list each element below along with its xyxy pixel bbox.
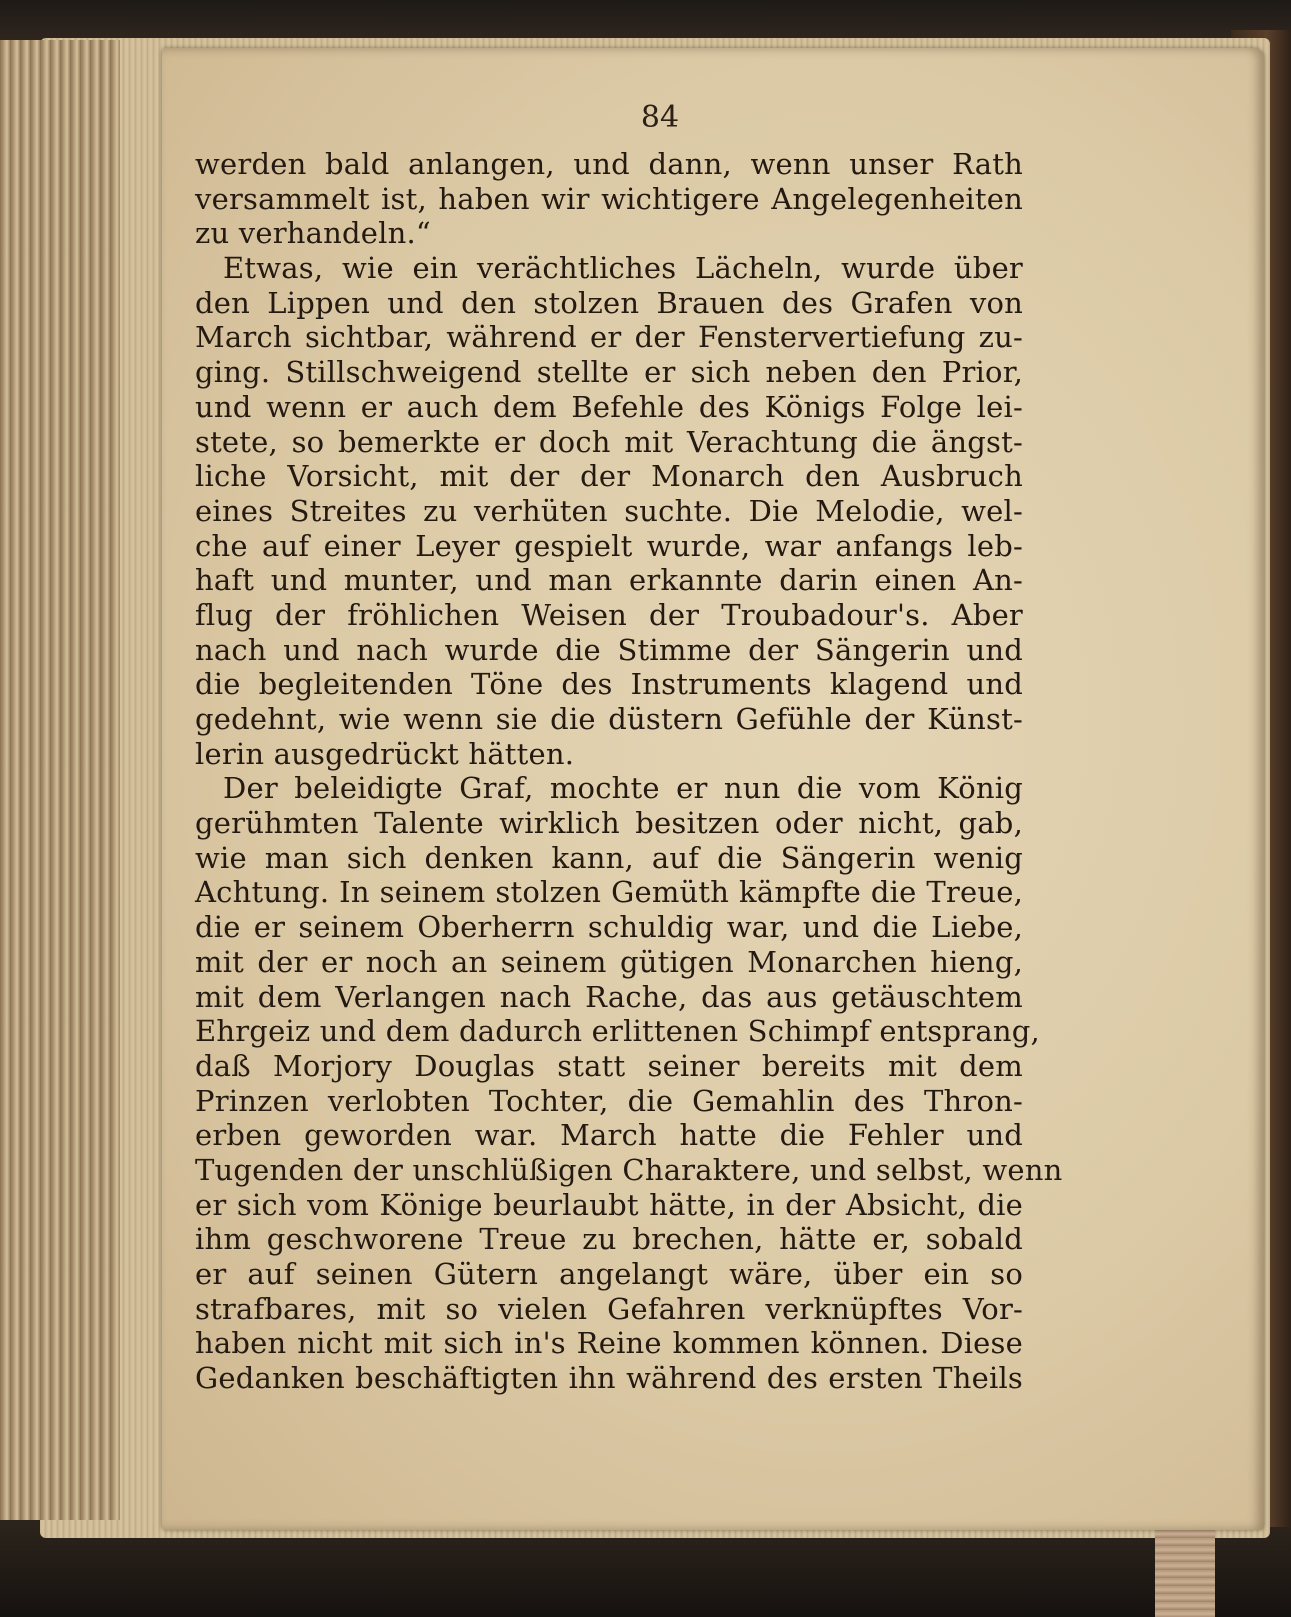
text-line: lerin ausgedrückt hätten. [195, 736, 575, 771]
bookmark-ribbon [1155, 1530, 1215, 1617]
text-line: wie man sich denken kann, auf die Sängerin wenig [195, 840, 1023, 875]
text-line: er sich vom Könige beurlaubt hätte, in der Absicht, die [195, 1187, 1023, 1222]
text-line: stete, so bemerkte er doch mit Verachtung die ängst- [195, 424, 1023, 459]
text-line: den Lippen und den stolzen Brauen des Grafen von [195, 285, 1023, 320]
text-line: Etwas, wie ein verächtliches Lächeln, wurde über [223, 251, 1023, 286]
page-number: 84 [640, 100, 680, 135]
text-line: March sichtbar, während er der Fenstervertiefung zu- [195, 320, 1023, 355]
text-line: Prinzen verlobten Tochter, die Gemahlin des Thron- [195, 1083, 1023, 1118]
text-line: werden bald anlangen, und dann, wenn unser Rath [195, 147, 1023, 181]
book-cover-bottom [0, 1527, 1291, 1617]
text-line: haft und munter, und man erkannte darin einen An- [195, 563, 1023, 598]
text-line: gedehnt, wie wenn sie die düstern Gefühle der Künst- [195, 702, 1023, 736]
text-line: ihm geschworene Treue zu brechen, hätte er, sobald [195, 1222, 1023, 1257]
text-line: und wenn er auch dem Befehle des Königs Folge lei- [195, 389, 1023, 424]
text-line: flug der fröhlichen Weisen der Troubadour's. Aber [195, 597, 1023, 632]
text-line: zu verhandeln.“ [195, 216, 431, 251]
text-line: mit dem Verlangen nach Rache, das aus getäuschtem [195, 979, 1023, 1014]
text-line: liche Vorsicht, mit der der Monarch den Ausbruch [195, 459, 1023, 494]
text-line: eines Streites zu verhüten suchte. Die Melodie, wel- [195, 493, 1023, 528]
text-line: die er seinem Oberherrn schuldig war, und die Liebe, [195, 910, 1023, 945]
text-line: haben nicht mit sich in's Reine kommen können. Diese [195, 1326, 1023, 1361]
text-line: Gedanken beschäftigten ihn während des ersten Theils [195, 1361, 1023, 1396]
text-line: strafbares, mit so vielen Gefahren verknüpftes Vor- [195, 1291, 1023, 1326]
text-line: versammelt ist, haben wir wichtigere Angelegenheiten [195, 181, 1023, 216]
text-line: Achtung. In seinem stolzen Gemüth kämpfte die Treue, [195, 875, 1023, 910]
text-line: daß Morjory Douglas statt seiner bereits mit dem [195, 1048, 1023, 1083]
text-line: Tugenden der unschlüßigen Charaktere, und selbst, wenn [195, 1152, 1063, 1187]
text-line: che auf einer Leyer gespielt wurde, war anfangs leb- [195, 528, 1023, 563]
page-text [195, 147, 1063, 1396]
text-line: Ehrgeiz und dem dadurch erlittenen Schimpf entsprang, [195, 1014, 1040, 1049]
text-line: mit der er noch an seinem gütigen Monarchen hieng, [195, 944, 1023, 979]
text-line: ging. Stillschweigend stellte er sich neben den Prior, [195, 355, 1023, 390]
text-line: Der beleidigte Graf, mochte er nun die vom König [223, 771, 1023, 806]
text-line: nach und nach wurde die Stimme der Sängerin und [195, 632, 1023, 667]
text-line: erben geworden war. March hatte die Fehler und [195, 1118, 1023, 1153]
text-line: er auf seinen Gütern angelangt wäre, über ein so [195, 1257, 1023, 1291]
page-edges-left [0, 40, 120, 1520]
text-line: gerühmten Talente wirklich besitzen oder nicht, gab, [195, 806, 1023, 841]
text-line: die begleitenden Töne des Instruments klagend und [195, 667, 1023, 702]
